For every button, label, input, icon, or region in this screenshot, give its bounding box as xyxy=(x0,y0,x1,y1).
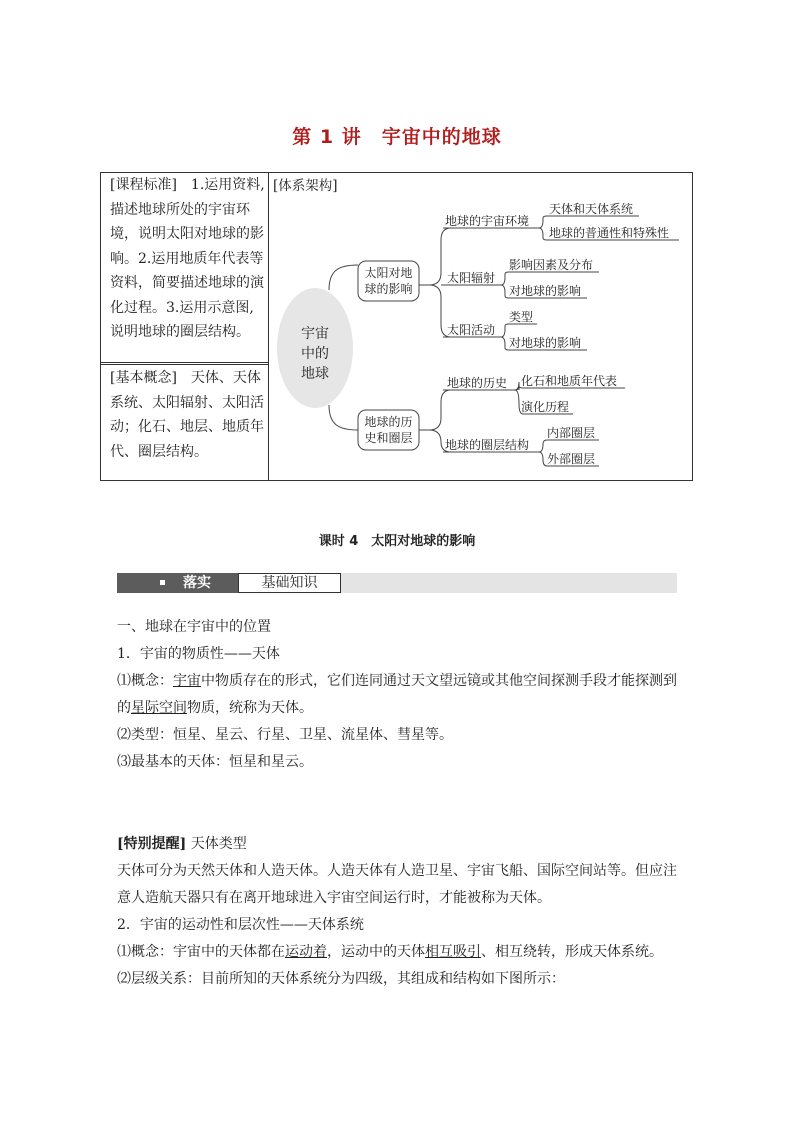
text-line: 资料，简要描述地球的演 xyxy=(110,275,264,291)
table-divider xyxy=(100,362,268,363)
heading: 一、地球在宇宙中的位置 xyxy=(117,619,271,635)
underlined-text: 星际空间 xyxy=(131,700,187,716)
mindmap xyxy=(269,190,692,480)
branch-text: 太阳对地 xyxy=(364,266,413,280)
paragraph-line xyxy=(117,697,313,717)
leaf-label: 外部圈层 xyxy=(547,452,596,466)
text-line: [课程标准] 1.运用资料, xyxy=(110,177,265,193)
center-text: 宇宙 xyxy=(301,326,329,342)
text: ⑴概念：宇宙中的天体都在 xyxy=(117,944,285,960)
text-line: 化过程。3.运用示意图, xyxy=(110,299,254,316)
leaf-label: 影响因素及分布 xyxy=(509,258,594,272)
leaf-label: 天体和天体系统 xyxy=(549,202,634,216)
lesson-title: 课时 4 太阳对地球的影响 xyxy=(318,534,476,549)
leaf-label: 内部圈层 xyxy=(547,426,596,440)
sub-label: 太阳辐射 xyxy=(447,271,496,285)
branch-text: 球的影响 xyxy=(364,282,413,296)
paragraph-line xyxy=(117,941,663,961)
connector xyxy=(429,390,451,430)
center-text: 中的 xyxy=(301,346,329,362)
banner-dark-block xyxy=(117,573,238,593)
page-title: 第 1 讲 宇宙中的地球 xyxy=(292,126,502,148)
text: 中物质存在的形式，它们连同通过天文望远镜或其他空间探测手段才能探测到 xyxy=(201,673,677,689)
sub-label: 地球的圈层结构 xyxy=(445,438,530,452)
underlined-text: 运动着 xyxy=(285,944,327,960)
text: 、相互绕转，形成天体系统。 xyxy=(481,944,663,960)
paragraph-line: ⑶最基本的天体：恒星和星云。 xyxy=(117,754,313,770)
branch-text: 史和圈层 xyxy=(364,431,413,445)
subheading: 2．宇宙的运动性和层次性——天体系统 xyxy=(117,917,364,933)
text: 的 xyxy=(117,700,131,716)
paragraph-line: ⑵层级关系：目前所知的天体系统分为四级，其组成和结构如下图所示： xyxy=(117,971,565,987)
sub-label: 太阳活动 xyxy=(447,323,496,337)
square-bullet-icon xyxy=(160,580,165,585)
branch-text: 地球的历 xyxy=(364,415,413,429)
leaf-label: 对地球的影响 xyxy=(509,336,582,350)
paragraph-line: 天体可分为天然天体和人造天体。人造天体有人造卫星、宇宙飞船、国际空间站等。但应注 xyxy=(117,863,677,879)
center-text: 地球 xyxy=(301,366,329,382)
connector xyxy=(329,405,358,430)
sub-label: 地球的历史 xyxy=(447,376,508,390)
banner-label: 基础知识 xyxy=(261,575,318,591)
paragraph-line: ⑵类型：恒星、星云、行星、卫星、流星体、彗星等。 xyxy=(117,727,453,743)
text-line: 响。2.运用地质年代表等 xyxy=(110,250,264,267)
paragraph-line xyxy=(117,670,677,690)
sub-label: 地球的宇宙环境 xyxy=(445,214,530,228)
leaf-label: 演化历程 xyxy=(521,400,570,414)
leaf-label: 地球的普通性和特殊性 xyxy=(549,226,670,240)
text: ⑴概念： xyxy=(117,673,173,689)
banner-label: 落实 xyxy=(183,575,211,591)
course-standard xyxy=(110,173,266,345)
text-line: 境，说明太阳对地球的影 xyxy=(110,226,264,242)
text-line: 动；化石、地层、地质年 xyxy=(110,419,264,435)
text-line: [基本概念] 天体、天体 xyxy=(110,370,261,386)
underlined-text: 宇宙 xyxy=(173,673,201,689)
text-line: 代、圈层结构。 xyxy=(110,443,208,460)
text-line: 系统、太阳辐射、太阳活 xyxy=(110,394,264,411)
leaf-label: 化石和地质年代表 xyxy=(521,374,618,388)
tip-title: 天体类型 xyxy=(190,836,247,852)
tip-heading xyxy=(117,833,247,853)
text: 物质，统称为天体。 xyxy=(187,700,313,716)
underlined-text: 相互吸引 xyxy=(425,944,481,960)
text-line: 描述地球所处的宇宙环 xyxy=(110,201,250,218)
tip-tag: [特别提醒] xyxy=(117,836,187,852)
leaf-label: 对地球的影响 xyxy=(509,284,582,298)
framework-label: [体系架构] xyxy=(273,178,338,194)
basic-concepts xyxy=(110,366,266,464)
paragraph-line: 意人造航天器只有在离开地球进入宇宙空间运行时，才能被称为天体。 xyxy=(117,890,551,906)
subheading: 1．宇宙的物质性——天体 xyxy=(117,646,280,662)
table-divider xyxy=(100,364,268,365)
connector xyxy=(539,440,599,452)
connector xyxy=(329,265,358,290)
text: ，运动中的天体 xyxy=(327,944,425,960)
leaf-label: 类型 xyxy=(509,310,534,324)
text-line: 说明地球的圈层结构。 xyxy=(110,324,250,340)
